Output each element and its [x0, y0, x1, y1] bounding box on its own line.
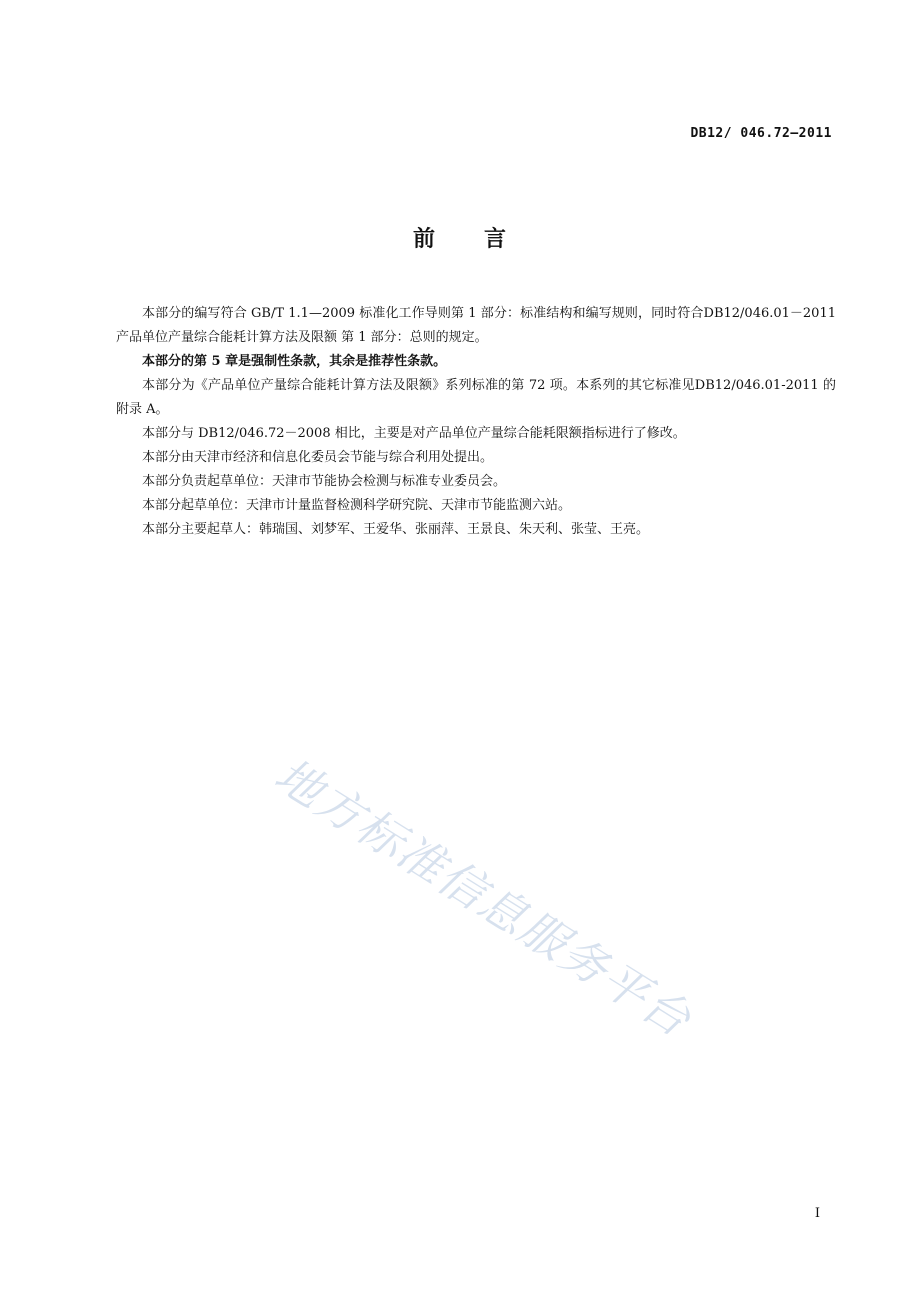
paragraph-drafting-rules: 本部分的编写符合 GB/T 1.1—2009 标准化工作导则第 1 部分：标准结构和编写规则，同时符合DB12/046.01－2011 产品单位产量综合能耗计算方法及限额 第 1 部分：总则的规定。 [116, 306, 836, 345]
paragraph-main-drafters: 本部分主要起草人：韩瑞国、刘梦军、王爱华、张丽萍、王景良、朱天利、张莹、王亮。 [142, 522, 650, 537]
watermark: 地方标准信息服务平台 [265, 747, 702, 1048]
paragraph-proposer: 本部分由天津市经济和信息化委员会节能与综合利用处提出。 [142, 450, 494, 465]
paragraph-series: 本部分为《产品单位产量综合能耗计算方法及限额》系列标准的第 72 项。本系列的其它标准见DB12/046.01-2011 的附录 A。 [116, 378, 836, 417]
paragraph-drafting-units: 本部分起草单位：天津市计量监督检测科学研究院、天津市节能监测六站。 [142, 498, 572, 513]
paragraph-mandatory-clause: 本部分的第 5 章是强制性条款，其余是推荐性条款。 [142, 354, 447, 369]
paragraph-responsible-drafter: 本部分负责起草单位：天津市节能协会检测与标准专业委员会。 [142, 474, 507, 489]
paragraph-changes: 本部分与 DB12/046.72－2008 相比，主要是对产品单位产量综合能耗限额指标进行了修改。 [142, 426, 686, 441]
document-code: DB12/ 046.72—2011 [690, 126, 832, 141]
title-char-2: 言 [484, 227, 508, 252]
page-number: I [814, 1206, 820, 1221]
page-title [0, 222, 920, 253]
foreword-body [116, 302, 836, 542]
title-char-1: 前 [412, 227, 436, 252]
